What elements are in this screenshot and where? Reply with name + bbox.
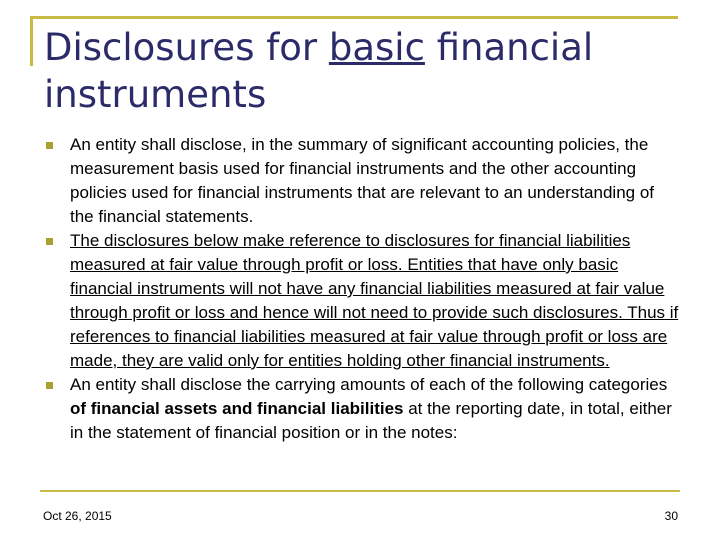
bullet-list bbox=[42, 133, 682, 445]
bullet-text-3-bold: of financial assets and financial liabilities bbox=[70, 399, 404, 418]
frame-bottom-line bbox=[40, 490, 680, 492]
bullet-text-3-before: An entity shall disclose the carrying amounts of each of the following categories bbox=[70, 375, 668, 394]
frame-top-line bbox=[30, 16, 678, 19]
bullet-item-2 bbox=[42, 229, 682, 373]
square-bullet-icon bbox=[46, 382, 53, 389]
bullet-item-1 bbox=[42, 133, 682, 229]
frame-left-line bbox=[30, 16, 33, 66]
square-bullet-icon bbox=[46, 238, 53, 245]
title-underlined-word: basic bbox=[328, 26, 425, 69]
bullet-item-3 bbox=[42, 373, 682, 445]
title-part-1: Disclosures for bbox=[44, 26, 329, 69]
title-part-2: financial instruments bbox=[44, 26, 594, 116]
footer-date: Oct 26, 2015 bbox=[43, 509, 112, 523]
bullet-text-2: The disclosures below make reference to disclosures for financial liabilities measured at fair value through profit or loss. Entities that have only basic financial instruments will not have any financial liabilities measured at fair value through profit or loss and hence will not need to provide such disclosures. Thus if references to financial liabilities measured at fair value through profit or loss are made, they are valid only for entities holding other financial instruments. bbox=[70, 231, 679, 370]
square-bullet-icon bbox=[46, 142, 53, 149]
slide-title bbox=[44, 24, 684, 118]
page-number: 30 bbox=[664, 509, 678, 523]
bullet-text-1: An entity shall disclose, in the summary of significant accounting policies, the measurement basis used for financial instruments and the other accounting policies used for financial instruments that are relevant to an understanding of the financial statements. bbox=[70, 135, 655, 226]
bullet-text-3-after: at the reporting date, in total, either in the statement of financial position or in the notes: bbox=[70, 399, 672, 442]
